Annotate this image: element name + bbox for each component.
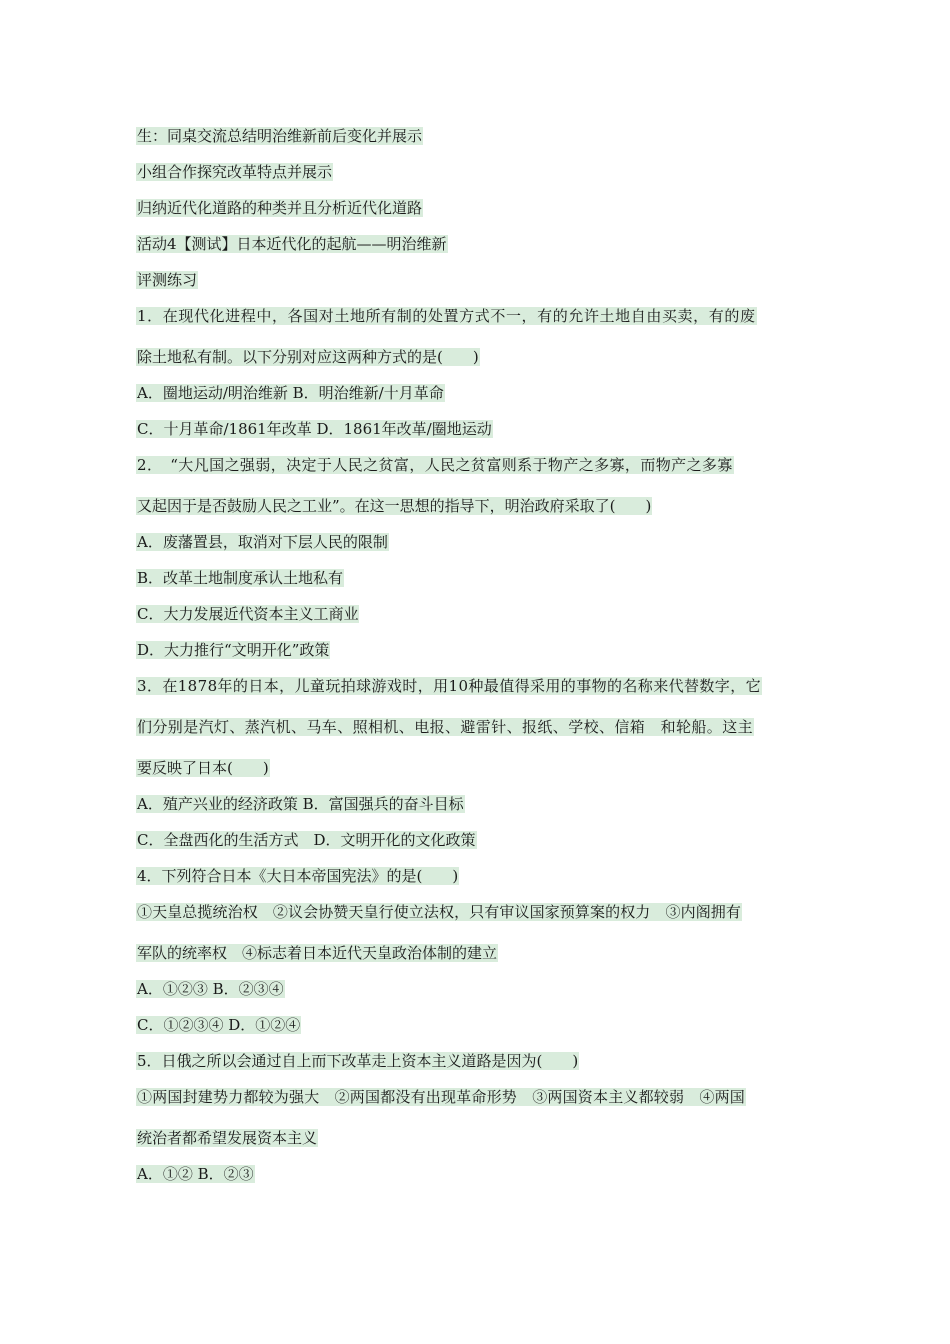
question-3-options: C．全盘西化的生活方式 D．文明开化的文化政策 [137, 831, 476, 849]
question-1-cont: 除土地私有制。以下分别对应这两种方式的是( ) [137, 348, 479, 366]
question-3-cont: 们分别是汽灯、蒸汽机、马车、照相机、电报、避雷针、报纸、学校、信箱 和轮船。这主 [137, 718, 754, 736]
question-5: 5．日俄之所以会通过自上而下改革走上资本主义道路是因为( ) [137, 1052, 579, 1070]
question-3-options: A．殖产兴业的经济政策 B．富国强兵的奋斗目标 [137, 795, 464, 813]
question-4-options: A．①②③ B．②③④ [137, 980, 284, 998]
activity-heading: 活动4【测试】日本近代化的起航——明治维新 [137, 235, 447, 253]
question-1: 1．在现代化进程中，各国对土地所有制的处置方式不一，有的允许土地自由买卖，有的废 [137, 307, 756, 325]
question-2-cont: 又起因于是否鼓励人民之工业”。在这一思想的指导下，明治政府采取了( ) [137, 497, 652, 515]
question-2-option-b: B．改革土地制度承认土地私有 [137, 569, 344, 587]
question-1-options: C．十月革命/1861年改革 D．1861年改革/圈地运动 [137, 420, 492, 438]
question-5-items: ①两国封建势力都较为强大 ②两国都没有出现革命形势 ③两国资本主义都较弱 ④两国 [137, 1088, 746, 1106]
question-2-option-c: C．大力发展近代资本主义工商业 [137, 605, 359, 623]
question-4-items: ①天皇总揽统治权 ②议会协赞天皇行使立法权，只有审议国家预算案的权力 ③内阁拥有 [137, 903, 742, 921]
question-3: 3．在1878年的日本，儿童玩拍球游戏时，用10种最值得采用的事物的名称来代替数字，它 [137, 677, 762, 695]
question-2-option-d: D．大力推行“文明开化”政策 [137, 641, 330, 659]
question-2: 2． “大凡国之强弱，决定于人民之贫富，人民之贫富则系于物产之多寡，而物产之多寡 [137, 456, 733, 474]
question-4: 4．下列符合日本《大日本帝国宪法》的是( ) [137, 867, 459, 885]
question-4-items: 军队的统率权 ④标志着日本近代天皇政治体制的建立 [137, 944, 498, 962]
text-line: 生：同桌交流总结明治维新前后变化并展示 [137, 127, 423, 145]
question-3-cont: 要反映了日本( ) [137, 759, 269, 777]
question-1-options: A．圈地运动/明治维新 B．明治维新/十月革命 [137, 384, 444, 402]
question-5-options: A．①② B．②③ [137, 1165, 254, 1183]
question-4-options: C．①②③④ D．①②④ [137, 1016, 301, 1034]
question-2-option-a: A．废藩置县，取消对下层人民的限制 [137, 533, 388, 551]
section-heading: 评测练习 [137, 271, 198, 289]
text-line: 归纳近代化道路的种类并且分析近代化道路 [137, 199, 423, 217]
question-5-items: 统治者都希望发展资本主义 [137, 1129, 318, 1147]
text-line: 小组合作探究改革特点并展示 [137, 163, 333, 181]
